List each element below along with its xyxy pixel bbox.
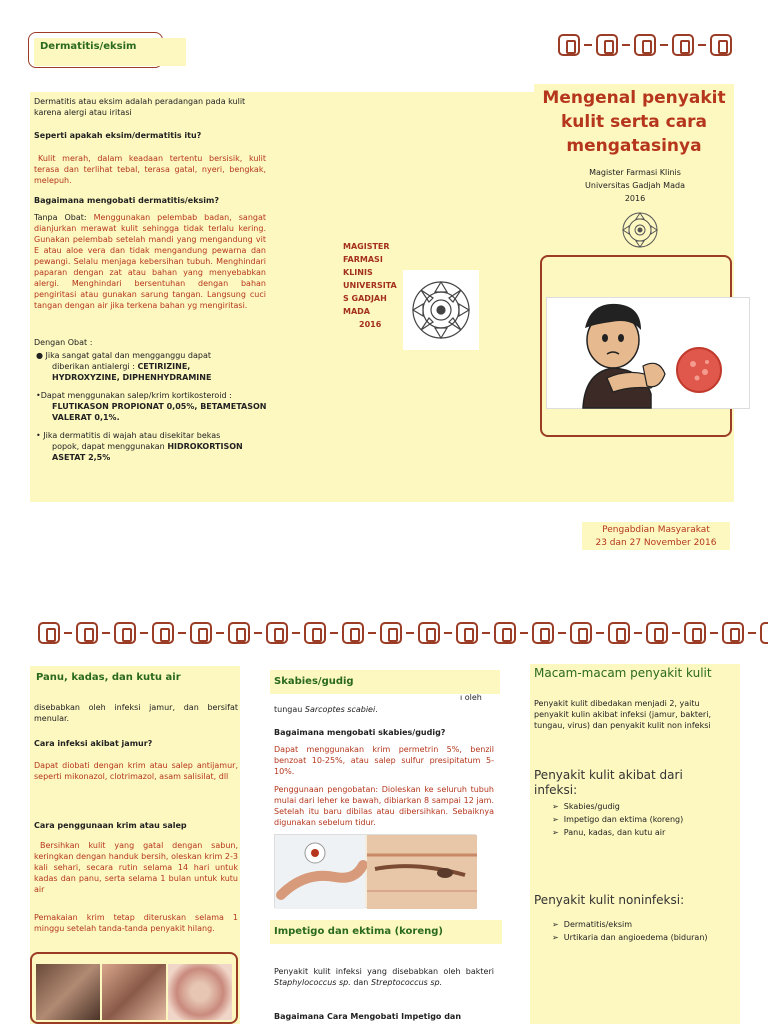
event-line-2: 23 dan 27 November 2016 (595, 538, 717, 548)
skab-cause-italic: Sarcoptes scabiei (304, 705, 376, 714)
macam-text: Penyakit kulit dibedakan menjadi 2, yaitu penyakit kulin akibat infeksi (jamur, bakteri, tungau, virus) dan penyakit kulit non infeksi (534, 699, 711, 730)
header-title: Dermatitis/eksim (40, 41, 137, 52)
macam-title: Macam-macam penyakit kulit (534, 666, 712, 680)
photo-skin-1 (36, 964, 100, 1020)
imp-pre: Penyakit kulit infeksi yang disebabkan oleh bakteri (274, 967, 494, 976)
tanpa-obat (34, 212, 266, 311)
panu-answer-3: Pemakaian krim tetap diteruskan selama 1 minggu setelah tanda-tanda penyakit hilang. (34, 913, 238, 933)
list-item: ➢ Skabies/gudig (552, 802, 620, 811)
middle-org (343, 240, 397, 331)
skab-cause-pre: tungau (274, 705, 303, 714)
b2b: FLUTIKASON PROPIONAT 0,05%, BETAMETASON (52, 402, 267, 411)
skabies-answer-2: Penggunaan pengobatan: Dioleskan ke seluruh tubuh mulai dari leher ke bawah, dibiarkan 8 sampai 12 jam. Setelah itu baru dibilas atau dibersihkan. Sebaiknya digunakan sebelum tidur. (274, 785, 494, 827)
event-text (582, 524, 730, 550)
imp-and: dan (353, 978, 369, 987)
panu-title: Panu, kadas, dan kutu air (36, 672, 181, 683)
cover-sub2: Universitas Gadjah Mada (585, 181, 685, 190)
b3b: popok, dapat menggunakan (52, 442, 165, 451)
skabies-question: Bagaimana mengobati skabies/gudig? (274, 728, 446, 737)
photo-skin-3 (168, 964, 232, 1020)
b3a: Jika dermatitis di wajah atau disekitar bekas (43, 431, 221, 440)
question-2: Bagaimana mengobati dermatitis/eksim? (34, 196, 220, 205)
noninfeksi-list (552, 918, 736, 944)
noninfeksi-title: Penyakit kulit noninfeksi: (534, 893, 685, 907)
panu-question-2: Cara penggunaan krim atau salep (34, 821, 187, 830)
question-1: Seperti apakah eksim/dermatitis itu? (34, 131, 202, 140)
list-item: ➢ Impetigo dan ektima (koreng) (552, 815, 684, 824)
ugm-logo-middle (403, 270, 479, 350)
infeksi-title: Penyakit kulit akibat dari infeksi: (534, 768, 683, 797)
list-item-text: Dermatitis/eksim (563, 920, 633, 929)
b3c: HIDROKORTISON (167, 442, 243, 451)
bullet-1: ● Jika sangat gatal dan mengganggu dapat diberikan antialergi : CETIRIZINE, HYDROXYZINE, DIPHENHYDRAMINE (36, 350, 276, 383)
b1b: diberikan antialergi : (52, 362, 135, 371)
cover-title: Mengenal penyakit kulit serta cara mengatasinya (542, 88, 726, 156)
intro-text: Dermatitis atau eksim adalah peradangan pada kulit karena alergi atau iritasi (34, 97, 246, 117)
b2c: VALERAT 0,1%. (52, 413, 120, 422)
org-line: KLINIS (343, 268, 373, 277)
panu-answer-1: Dapat diobati dengan krim atau salep antijamur, seperti mikonazol, clotrimazol, asam salisilat, dll (34, 761, 238, 781)
org-line: UNIVERSITA (343, 281, 397, 290)
bullet-3: • Jika dermatitis di wajah atau disekitar bekas popok, dapat menggunakan HIDROKORTISON ASETAT 2,5% (36, 430, 276, 463)
cover-illustration (546, 297, 750, 409)
event-line-1: Pengabdian Masyarakat (602, 525, 710, 535)
panu-answer-2: Bersihkan kulit yang gatal dengan sabun, keringkan dengan handuk bersih, oleskan krim 2-3 kali sehari, secara rutin selama 14 hari untuk kadas dan panu, serta selama 1 bulan untuk kutu air (34, 841, 238, 894)
list-item-text: Impetigo dan ektima (koreng) (563, 815, 684, 824)
infeksi-list (552, 800, 732, 839)
org-line: FARMASI (343, 255, 383, 264)
list-item: ➢ Panu, kadas, dan kutu air (552, 828, 666, 837)
imp-italic-1: Staphylococcus sp. (274, 978, 351, 987)
org-line: S GADJAH (343, 294, 387, 303)
impetigo-question: Bagaimana Cara Mengobati Impetigo dan (274, 1012, 462, 1021)
deco-row-bottom (38, 622, 768, 644)
panu-photos (36, 964, 232, 1020)
photo-skin-2 (102, 964, 166, 1020)
org-line: MAGISTER (343, 242, 390, 251)
bullet-2: •Dapat menggunakan salep/krim kortikosteroid : FLUTIKASON PROPIONAT 0,05%, BETAMETASON VALERAT 0,1%. (36, 390, 276, 423)
impetigo-title: Impetigo dan ektima (koreng) (274, 926, 443, 937)
ugm-logo-cover (620, 210, 660, 250)
skabies-cause: tungau Sarcoptes scabiei. (274, 705, 378, 714)
cover-subtitle (540, 166, 730, 205)
impetigo-text (274, 966, 494, 988)
answer-1: Kulit merah, dalam keadaan tertentu bersisik, kulit terasa dan terlihat tebal, terasa gatal, nyeri, bengkak, melepuh. (34, 154, 266, 185)
tanpa-text: Menggunakan pelembab badan, sangat dianjurkan merawat kulit sehingga tidak terlalu kering. Gunakan pelembab setelah mandi yang mengandung vit E atau aloe vera dan tidak mengandung pewarna dan pewangi. Selalu menjaga kebersihan tubuh. Menghindari paparan dengan zat atau bahan yang menyebabkan alergi. Menghindari bersentuhan dengan bahan pengiritasi atau gunakan sarung tangan. Langsung cuci tangan dengan air jika terkena bahan yg mengiritasi. (34, 213, 266, 310)
list-item: ➢ Dermatitis/eksim (552, 920, 633, 929)
panu-question-1: Cara infeksi akibat jamur? (34, 739, 153, 748)
cover-sub1: Magister Farmasi Klinis (589, 168, 681, 177)
skabies-title: Skabies/gudig (274, 676, 354, 687)
imp-italic-2: Streptococcus sp. (370, 978, 443, 987)
skabies-answer-1: Dapat menggunakan krim permetrin 5%, benzil benzoat 10-25%, atau salep sulfur presipitatum 5-10%. (274, 745, 494, 776)
list-item-text: Skabies/gudig (563, 802, 620, 811)
skabies-fragment: ı oleh (460, 693, 482, 702)
list-item-text: Panu, kadas, dan kutu air (563, 828, 666, 837)
b1a: Jika sangat gatal dan mengganggu dapat (45, 351, 212, 360)
b1d: HYDROXYZINE, DIPHENHYDRAMINE (52, 373, 212, 382)
b3d: ASETAT 2,5% (52, 453, 111, 462)
org-line: 2016 (359, 320, 382, 329)
b2a: Dapat menggunakan salep/krim kortikosteroid : (40, 391, 232, 400)
skabies-illustration (274, 834, 476, 908)
list-item: ➢ Urtikaria dan angioedema (biduran) (552, 933, 708, 942)
panu-intro: disebabkan oleh infeksi jamur, dan bersifat menular. (34, 703, 238, 723)
cover-year: 2016 (624, 194, 646, 203)
dengan-label: Dengan Obat : (34, 338, 93, 347)
org-line: MADA (343, 307, 370, 316)
b1c: CETIRIZINE, (137, 362, 191, 371)
tanpa-label: Tanpa Obat: (34, 213, 87, 222)
list-item-text: Urtikaria dan angioedema (biduran) (563, 933, 708, 942)
deco-row-top (558, 34, 732, 56)
